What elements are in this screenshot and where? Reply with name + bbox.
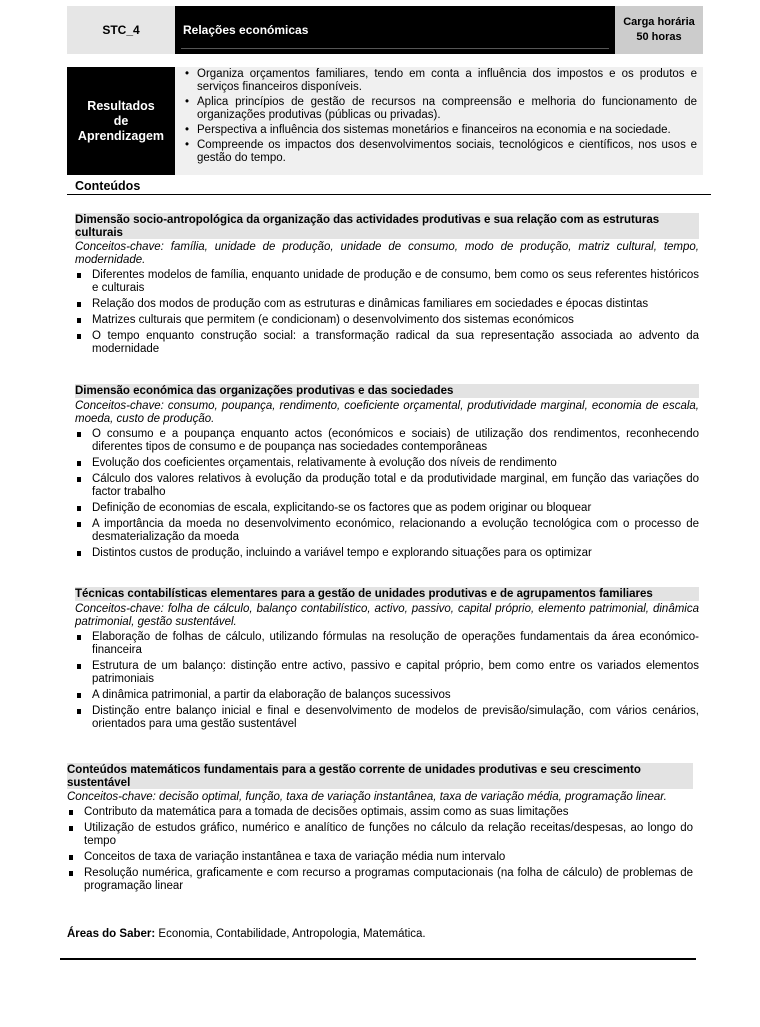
list-item: Distinção entre balanço inicial e final e desenvolvimento de modelos de previsão/simulação, com vários cenários, orientados para uma gestão sustentável [92,704,699,730]
outcome-item: • Compreende os impactos dos desenvolvimentos sociais, tecnológicos e científicos, nos usos e gestão do tempo. [197,139,697,165]
list-item: Resolução numérica, graficamente e com recurso a programas computacionais (na folha de cálculo) de problemas de programação linear [84,867,693,892]
knowledge-areas-value: Economia, Contabilidade, Antropologia, Matemática. [155,928,426,940]
list-item: Diferentes modelos de família, enquanto unidade de produção e de consumo, bem como os seus referentes históricos e culturais [92,269,699,294]
label-line: Aprendizagem [77,128,165,143]
content-section [67,763,693,896]
module-title: Relações económicas [183,23,309,37]
contents-heading: Conteúdos [67,178,711,195]
module-header [67,6,703,54]
list-item: Matrizes culturais que permitem (e condicionam) o desenvolvimento dos sistemas económicos [92,314,699,327]
list-item: O consumo e a poupança enquanto actos (económicos e sociais) de utilização dos rendimentos, reconhecendo diferentes tipos de consumo e de poupança nas sociedades contemporâneas [92,427,699,453]
list-item: Contributo da matemática para a tomada de decisões optimais, assim como as suas limitações [84,806,693,819]
section-list [75,269,699,356]
section-list [75,631,699,731]
workload-cell [615,6,703,54]
workload-value: 50 horas [636,31,682,43]
list-item: A importância da moeda no desenvolvimento económico, relacionando a evolução tecnológica com o processo de desmaterialização da moeda [92,517,699,543]
list-item: Elaboração de folhas de cálculo, utilizando fórmulas na resolução de operações fundamentais da área económico-financeira [92,630,699,656]
workload-label: Carga horária [623,16,695,28]
list-item: Evolução dos coeficientes orçamentais, relativamente à evolução dos níveis de rendimento [92,457,699,470]
section-title: Dimensão económica das organizações produtivas e das sociedades [75,384,699,398]
section-list [67,806,693,893]
learning-outcomes-label [67,67,175,175]
outcome-item: • Aplica princípios de gestão de recursos na compreensão e melhoria do funcionamento de organizações produtivas (públicas ou privadas). [197,96,697,122]
knowledge-areas [67,928,426,940]
section-title: Técnicas contabilísticas elementares para a gestão de unidades produtivas e de agrupamentos familiares [75,587,699,601]
content-section [75,384,699,563]
section-title: Conteúdos matemáticos fundamentais para a gestão corrente de unidades produtivas e seu crescimento sustentável [67,763,693,789]
list-item: Distintos custos de produção, incluindo a variável tempo e explorando situações para os optimizar [92,547,699,560]
content-section [75,213,699,359]
learning-outcomes [67,67,703,175]
list-item: Definição de economias de escala, explicitando-se os factores que as podem originar ou bloquear [92,502,699,515]
list-item: Estrutura de um balanço: distinção entre activo, passivo e capital próprio, bem como entre os variados elementos patrimoniais [92,659,699,685]
label-line: Resultados [87,98,155,113]
outcome-item: • Organiza orçamentos familiares, tendo em conta a influência dos impostos e os produtos e serviços financeiros disponíveis. [197,68,697,94]
module-title-cell [175,6,615,54]
section-keywords: Conceitos-chave: decisão optimal, função, taxa de variação instantânea, taxa de variação média, programação linear. [67,791,667,803]
list-item: Utilização de estudos gráfico, numérico e analítico de funções no cálculo da relação receitas/despesas, ao longo do tempo [84,822,693,847]
outcome-item: • Perspectiva a influência dos sistemas monetários e financeiros na economia e na sociedade. [197,124,697,137]
list-item: A dinâmica patrimonial, a partir da elaboração de balanços sucessivos [92,689,699,702]
learning-outcomes-list [175,67,703,175]
list-item: Relação dos modos de produção com as estruturas e dinâmicas familiares em sociedades e épocas distintas [92,298,699,311]
section-keywords: Conceitos-chave: família, unidade de produção, unidade de consumo, modo de produção, matriz cultural, tempo, modernidade. [75,241,699,266]
list-item: O tempo enquanto construção social: a transformação radical da sua representação associada ao advento da modernidade [92,330,699,355]
list-item: Conceitos de taxa de variação instantânea e taxa de variação média num intervalo [84,851,693,864]
list-item: Cálculo dos valores relativos à evolução da produção total e da produtividade marginal, em função das variações do factor trabalho [92,472,699,498]
section-keywords: Conceitos-chave: consumo, poupança, rendimento, coeficiente orçamental, produtividade marginal, economia de escala, moeda, custo de produção. [75,399,699,425]
knowledge-areas-label: Áreas do Saber: [67,928,156,940]
section-list [75,428,699,560]
title-divider [181,48,609,49]
content-section [75,587,699,734]
bottom-divider [60,958,696,960]
label-line: de [113,113,129,128]
module-code: STC_4 [67,6,175,54]
section-keywords: Conceitos-chave: folha de cálculo, balanço contabilístico, activo, passivo, capital próprio, elemento patrimonial, dinâmica patrimonial, gestão sustentável. [75,602,699,628]
section-title: Dimensão socio-antropológica da organização das actividades produtivas e sua relação com as estruturas culturais [75,213,699,239]
